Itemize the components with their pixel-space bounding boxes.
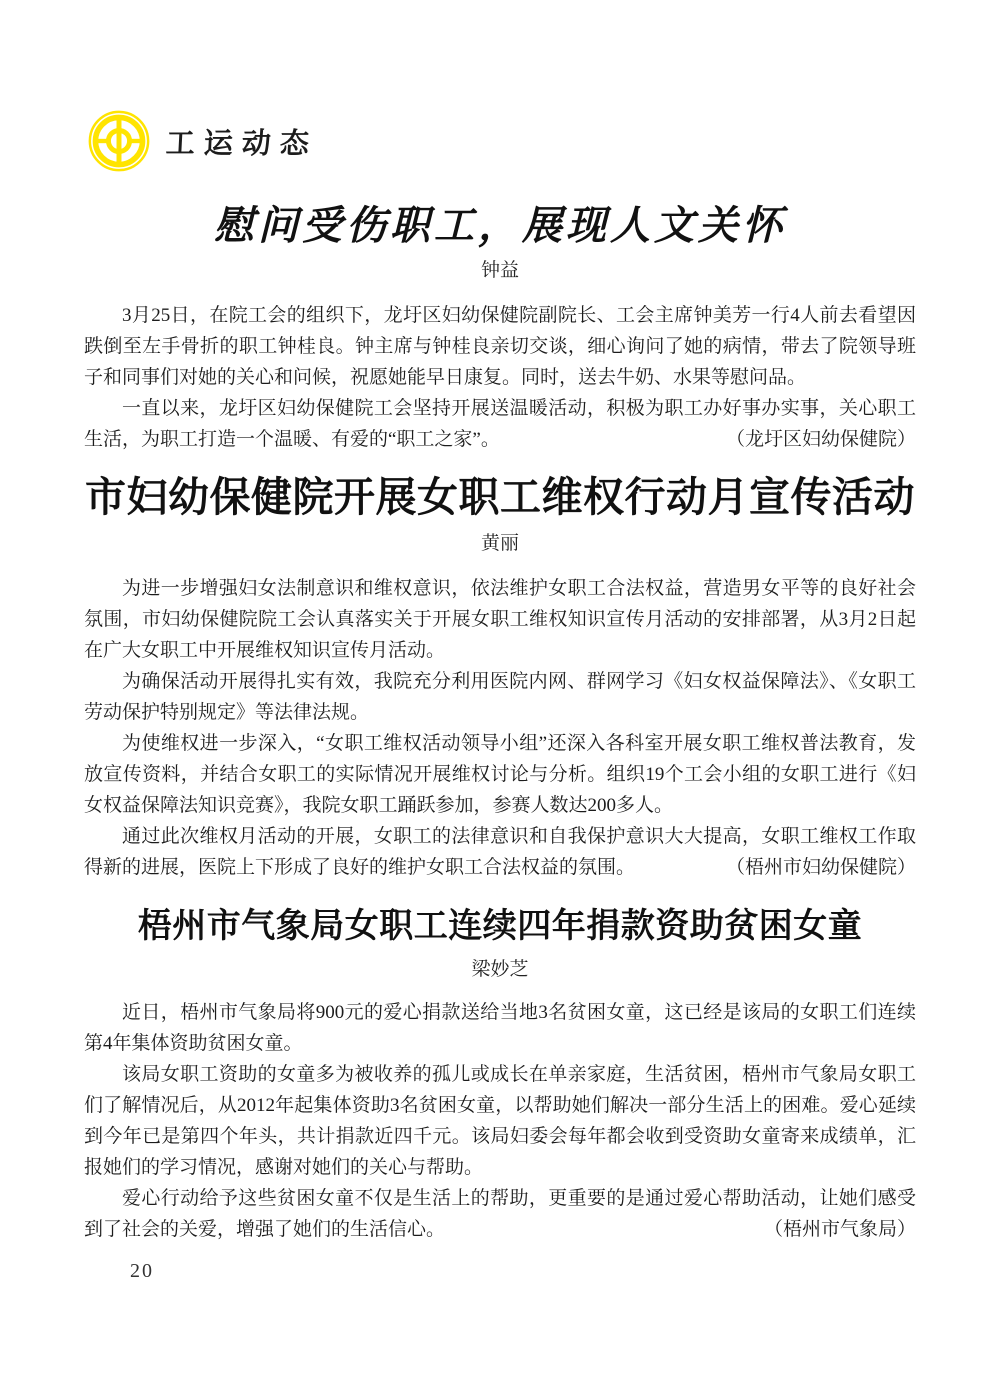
paragraph-text: 爱心行动给予这些贫困女童不仅是生活上的帮助，更重要的是通过爱心帮助活动，让她们感受到了社会的关爱，增强了她们的生活信心。	[84, 1188, 916, 1240]
article-1-author: 钟益	[480, 260, 519, 281]
article-3-body	[84, 997, 916, 1245]
paragraph-text: 3月25日，在院工会的组织下，龙圩区妇幼保健院副院长、工会主席钟美芳一行4人前去看望因跌倒至左手骨折的职工钟桂良。钟主席与钟桂良亲切交谈，细心询问了她的病情，带去了院领导班子和同事们对她的关心和问候，祝愿她能早日康复。同时，送去牛奶、水果等慰问品。	[84, 305, 916, 388]
paragraph	[84, 573, 916, 666]
paragraph	[84, 666, 916, 728]
page-number: 20	[130, 1260, 154, 1282]
attribution: （梧州市气象局）	[763, 1219, 916, 1240]
article-1	[0, 202, 1000, 455]
paragraph	[84, 1059, 916, 1183]
paragraph	[84, 300, 916, 393]
paragraph	[84, 997, 916, 1059]
paragraph	[84, 393, 916, 455]
masthead-title: 工运动态	[165, 125, 319, 160]
paragraph-text: 通过此次维权月活动的开展，女职工的法律意识和自我保护意识大大提高，女职工维权工作取得新的进展，医院上下形成了良好的维护女职工合法权益的氛围。	[84, 826, 916, 878]
page-header	[88, 110, 1000, 172]
paragraph	[84, 728, 916, 821]
article-3	[0, 903, 1000, 1245]
article-2-body	[84, 573, 916, 883]
attribution: （梧州市妇幼保健院）	[725, 857, 916, 878]
paragraph-text: 近日，梧州市气象局将900元的爱心捐款送给当地3名贫困女童，这已经是该局的女职工们连续第4年集体资助贫困女童。	[84, 1002, 916, 1054]
article-3-author: 梁妙芝	[471, 959, 529, 980]
article-2-author: 黄丽	[480, 533, 519, 554]
paragraph-text: 一直以来，龙圩区妇幼保健院工会坚持开展送温暖活动，积极为职工办好事办实事，关心职工生活，为职工打造一个温暖、有爱的“职工之家”。	[84, 398, 916, 450]
attribution: （龙圩区妇幼保健院）	[725, 429, 916, 450]
paragraph	[84, 821, 916, 883]
article-2-title: 市妇幼保健院开展女职工维权行动月宣传活动	[85, 474, 915, 520]
article-3-title: 梧州市气象局女职工连续四年捐款资助贫困女童	[137, 906, 863, 946]
article-2	[0, 471, 1000, 883]
paragraph-text: 为使维权进一步深入，“女职工维权活动领导小组”还深入各科室开展女职工维权普法教育，发放宣传资料，并结合女职工的实际情况开展维权讨论与分析。组织19个工会小组的女职工进行《妇女权益保障法知识竞赛》，我院女职工踊跃参加，参赛人数达200多人。	[84, 733, 916, 816]
paragraph-text: 为确保活动开展得扎实有效，我院充分利用医院内网、群网学习《妇女权益保障法》、《女职工劳动保护特别规定》等法律法规。	[84, 671, 916, 723]
paragraph-text: 该局女职工资助的女童多为被收养的孤儿或成长在单亲家庭，生活贫困，梧州市气象局女职工们了解情况后，从2012年起集体资助3名贫困女童，以帮助她们解决一部分生活上的困难。爱心延续到今年已是第四个年头，共计捐款近四千元。该局妇委会每年都会收到受资助女童寄来成绩单，汇报她们的学习情况，感谢对她们的关心与帮助。	[84, 1064, 916, 1178]
article-1-body	[84, 300, 916, 455]
article-1-title: 慰问受伤职工，展现人文关怀	[214, 202, 786, 249]
paragraph-text: 为进一步增强妇女法制意识和维权意识，依法维护女职工合法权益，营造男女平等的良好社会氛围，市妇幼保健院院工会认真落实关于开展女职工维权知识宣传月活动的安排部署，从3月2日起在广大女职工中开展维权知识宣传月活动。	[84, 578, 916, 661]
trade-union-emblem-icon	[88, 110, 150, 172]
paragraph	[84, 1183, 916, 1245]
